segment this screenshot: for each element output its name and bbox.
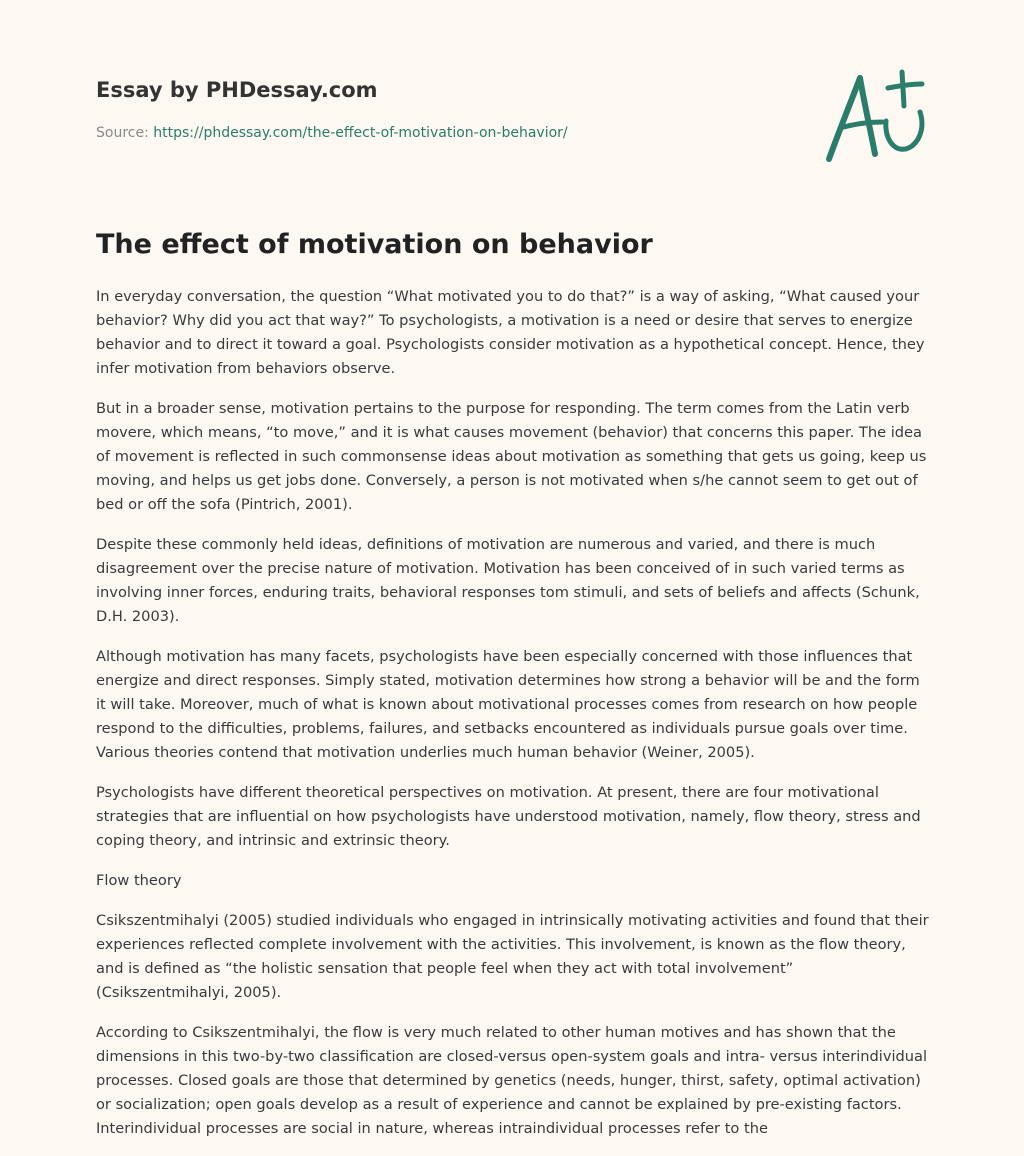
site-title: Essay by PHDessay.com <box>96 78 378 102</box>
essay-paragraph: Psychologists have different theoretical perspectives on motivation. At present, there are four motivational strategies that are influential on how psychologists have understood motivation, namely, flow theory, stress and coping theory, and intrinsic and extrinsic theory. <box>96 784 921 849</box>
essay-paragraph: According to Csikszentmihalyi, the flow is very much related to other human motives and has shown that the dimensions in this two-by-two classification are closed-versus open-system goals and intra- versus interindividual processes. Closed goals are those that determined by genetics (needs, hunger, thirst, safety, optimal activation) or socialization; open goals develop as a result of experience and cannot be explained by pre-existing factors. Interindividual processes are social in nature, whereas intraindividual processes refer to the <box>96 1024 928 1137</box>
essay-paragraph: But in a broader sense, motivation pertains to the purpose for responding. The term comes from the Latin verb movere, which means, “to move,” and it is what causes movement (behavior) that concerns this paper. The idea of movement is reflected in such commonsense ideas about motivation as something that gets us going, keep us moving, and helps us get jobs done. Conversely, a person is not motivated when s/he cannot seem to get out of bed or off the sofa (Pintrich, 2001). <box>96 400 927 513</box>
source-link[interactable]: https://phdessay.com/the-effect-of-motivation-on-behavior/ <box>153 125 568 141</box>
essay-title: The effect of motivation on behavior <box>96 229 653 260</box>
source-label: Source: <box>96 125 149 141</box>
essay-paragraph: In everyday conversation, the question “What motivated you to do that?” is a way of asking, “What caused your behavior? Why did you act that way?” To psychologists, a motivation is a need or desire that serves to energize behavior and to direct it toward a goal. Psychologists consider motivation as a hypothetical concept. Hence, they infer motivation from behaviors observe. <box>96 288 925 377</box>
essay-body <box>96 285 930 1156</box>
a-plus-logo-icon <box>820 66 930 166</box>
section-heading-flow-theory: Flow theory <box>96 872 182 889</box>
essay-paragraph: Csikszentmihalyi (2005) studied individuals who engaged in intrinsically motivating activities and found that their experiences reflected complete involvement with the activities. This involvement, is known as the flow theory, and is defined as “the holistic sensation that people feel when they act with total involvement” (Csikszentmihalyi, 2005). <box>96 912 929 1001</box>
essay-paragraph: Despite these commonly held ideas, definitions of motivation are numerous and varied, and there is much disagreement over the precise nature of motivation. Motivation has been conceived of in such varied terms as involving inner forces, enduring traits, behavioral responses tom stimuli, and sets of beliefs and affects (Schunk, D.H. 2003). <box>96 536 920 625</box>
source-line <box>96 123 568 143</box>
essay-paragraph: Although motivation has many facets, psychologists have been especially concerned with those influences that energize and direct responses. Simply stated, motivation determines how strong a behavior will be and the form it will take. Moreover, much of what is known about motivational processes comes from research on how people respond to the difficulties, problems, failures, and setbacks encountered as individuals pursue goals over time. Various theories contend that motivation underlies much human behavior (Weiner, 2005). <box>96 648 920 761</box>
